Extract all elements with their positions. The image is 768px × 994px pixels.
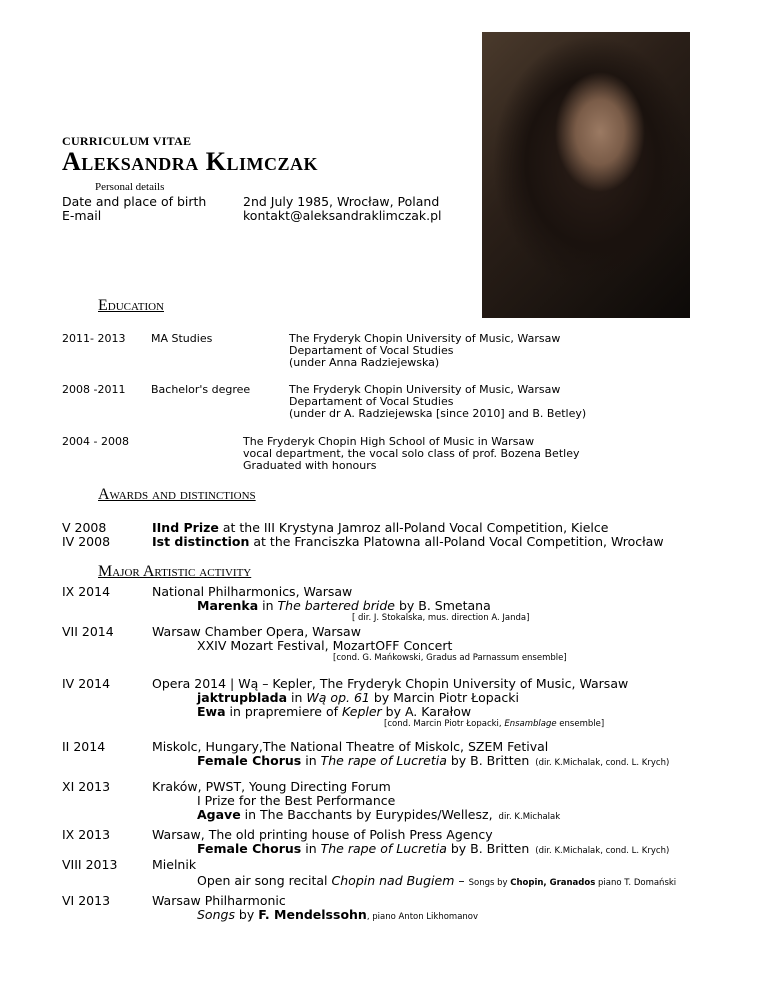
activity-venue: National Philharmonics, Warsaw <box>152 584 353 599</box>
activity-date: XI 2013 <box>62 779 111 794</box>
awards-heading: Awards and distinctions <box>98 486 256 503</box>
activity-venue: Miskolc, Hungary,The National Theatre of Miskolc, SZEM Fetival <box>152 739 549 754</box>
activity-role: Open air song recital Chopin nad Bugiem – Songs by Chopin, Granados piano T. Domański <box>197 873 677 888</box>
cv-label: CURRICULUM VITAE <box>62 134 192 148</box>
activity-line: I Prize for the Best Performance <box>197 793 396 808</box>
edu-degree: MA Studies <box>151 332 213 345</box>
edu-degree: Bachelor's degree <box>151 383 251 396</box>
dob-value: 2nd July 1985, Wrocław, Poland <box>243 194 440 209</box>
email-label: E-mail <box>62 208 102 223</box>
activity-date: IX 2014 <box>62 584 111 599</box>
activity-date: VII 2014 <box>62 624 114 639</box>
activity-date: VI 2013 <box>62 893 111 908</box>
activity-role: Marenka in The bartered bride by B. Smetana <box>197 598 491 613</box>
edu-years: 2004 - 2008 <box>62 435 129 448</box>
activity-venue: Warsaw, The old printing house of Polish Press Agency <box>152 827 493 842</box>
activity-role: Agave in The Bacchants by Eurypides/Wellesz, dir. K.Michalak <box>197 807 561 822</box>
activity-role: Songs by F. Mendelssohn, piano Anton Likhomanov <box>197 907 479 922</box>
activity-role: Female Chorus in The rape of Lucretia by B. Britten (dir. K.Michalak, cond. L. Krych) <box>197 841 670 856</box>
award-text: Ist distinction at the Franciszka Platowna all-Poland Vocal Competition, Wrocław <box>152 534 664 549</box>
activity-role: jaktrupblada in Wą op. 61 by Marcin Piotr Łopacki <box>197 690 519 705</box>
activity-venue: Kraków, PWST, Young Directing Forum <box>152 779 391 794</box>
activity-note: [cond. Marcin Piotr Łopacki, Ensamblage ensemble] <box>384 719 605 729</box>
edu-years: 2011- 2013 <box>62 332 126 345</box>
activity-role: Ewa in prapremiere of Kepler by A. Karałow <box>197 704 472 719</box>
activity-venue: Warsaw Philharmonic <box>152 893 286 908</box>
award-date: IV 2008 <box>62 534 111 549</box>
activity-venue: Warsaw Chamber Opera, Warsaw <box>152 624 361 639</box>
person-name: Aleksandra Klimczak <box>62 147 319 176</box>
activity-role: Female Chorus in The rape of Lucretia by B. Britten (dir. K.Michalak, cond. L. Krych) <box>197 753 670 768</box>
activity-note: [cond. G. Mańkowski, Gradus ad Parnassum ensemble] <box>333 653 567 663</box>
edu-years: 2008 -2011 <box>62 383 126 396</box>
activity-venue: Mielnik <box>152 857 197 872</box>
award-date: V 2008 <box>62 520 107 535</box>
email-value[interactable]: kontakt@aleksandraklimczak.pl <box>243 208 442 223</box>
portrait-photo <box>482 32 690 318</box>
education-heading: Education <box>98 297 164 314</box>
edu-institution: The Fryderyk Chopin University of Music, Warsaw Departament of Vocal Studies (under Anna Radziejewska) <box>289 332 561 369</box>
activity-date: IV 2014 <box>62 676 111 691</box>
activity-note: [ dir. J. Stokalska, mus. direction A. Janda] <box>352 613 530 623</box>
activity-venue: Opera 2014 | Wą – Kepler, The Fryderyk Chopin University of Music, Warsaw <box>152 676 629 691</box>
award-text: IInd Prize at the III Krystyna Jamroz all-Poland Vocal Competition, Kielce <box>152 520 609 535</box>
activity-line: XXIV Mozart Festival, MozartOFF Concert <box>197 638 453 653</box>
activity-date: IX 2013 <box>62 827 111 842</box>
activity-heading: Major Artistic activity <box>98 563 252 580</box>
edu-institution: The Fryderyk Chopin University of Music, Warsaw Departament of Vocal Studies (under dr A. Radziejewska [since 2010] and B. Betley) <box>289 383 587 420</box>
edu-institution: The Fryderyk Chopin High School of Music in Warsaw vocal department, the vocal solo class of prof. Bozena Betley Graduated with honours <box>243 435 580 472</box>
personal-details-label: Personal details <box>95 181 165 193</box>
activity-date: II 2014 <box>62 739 106 754</box>
activity-date: VIII 2013 <box>62 857 118 872</box>
dob-label: Date and place of birth <box>62 194 207 209</box>
